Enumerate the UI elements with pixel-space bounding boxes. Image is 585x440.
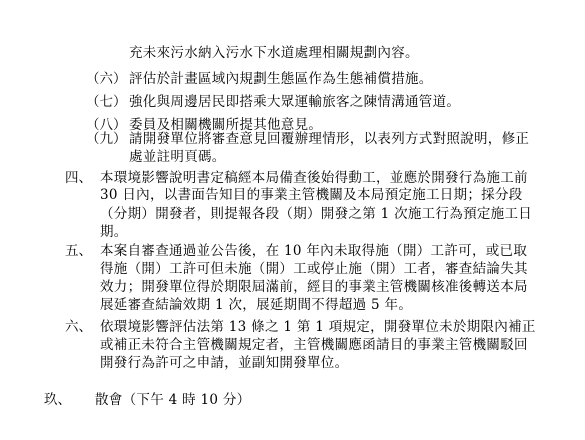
subitem-6-text: 評估於計畫區域內規劃生態區作為生態補償措施。 xyxy=(129,71,433,87)
item-6-line-1: 依環境影響評估法第 13 條之 1 第 1 項規定，開發單位未於期限內補正 xyxy=(100,319,536,335)
item-4-line-3: （分期）開發者，則提報各段（期）開發之第 1 次施工行為預定施工日 xyxy=(100,206,533,222)
closing-marker: 玖、 xyxy=(44,392,71,408)
subitem-7-text: 強化與周邊居民即搭乘大眾運輸旅客之陳情溝通管道。 xyxy=(129,94,461,110)
continuation-line: 充未來污水納入污水下水道處理相關規劃內容。 xyxy=(129,45,419,61)
subitem-8-text: 委員及相關機關所提其他意見。 xyxy=(129,117,323,133)
item-4-line-2: 30 日內，以書面告知目的事業主管機關及本局預定施工日期；採分段 xyxy=(100,187,523,203)
subitem-6-marker: （六） xyxy=(86,71,127,87)
subitem-7-marker: （七） xyxy=(86,94,127,110)
item-5-line-4: 展延審查結論效期 1 次，展延期間不得超過 5 年。 xyxy=(100,297,413,313)
item-6-line-3: 開發行為許可之申請，並副知開發單位。 xyxy=(100,355,349,371)
subitem-9-marker: （九） xyxy=(86,131,127,147)
item-5-marker: 五、 xyxy=(65,243,92,259)
closing-text: 散會（下午 4 時 10 分） xyxy=(95,392,251,408)
item-4-marker: 四、 xyxy=(65,170,92,186)
subitem-9-text-line-1: 請開發單位將審查意見回覆辦理情形，以表列方式對照說明，修正 xyxy=(129,131,530,147)
subitem-8-marker: （八） xyxy=(86,117,127,133)
item-5-line-1: 本案自審查通過並公告後，在 10 年內未取得施（開）工許可，或已取 xyxy=(100,243,528,259)
item-6-marker: 六、 xyxy=(65,319,92,335)
item-5-line-2: 得施（開）工許可但未施（開）工或停止施（開）工者，審查結論失其 xyxy=(100,261,528,277)
subitem-9-text-line-2: 處並註明頁碼。 xyxy=(129,149,226,165)
item-4-line-4: 期。 xyxy=(100,224,128,240)
item-4-line-1: 本環境影響說明書定稿經本局備查後始得動工，並應於開發行為施工前 xyxy=(100,170,528,186)
item-5-line-3: 效力；開發單位得於期限屆滿前，經目的事業主管機關核准後轉送本局 xyxy=(100,279,528,295)
item-6-line-2: 或補正未符合主管機關規定者，主管機關應函請目的事業主管機關駁回 xyxy=(100,337,528,353)
